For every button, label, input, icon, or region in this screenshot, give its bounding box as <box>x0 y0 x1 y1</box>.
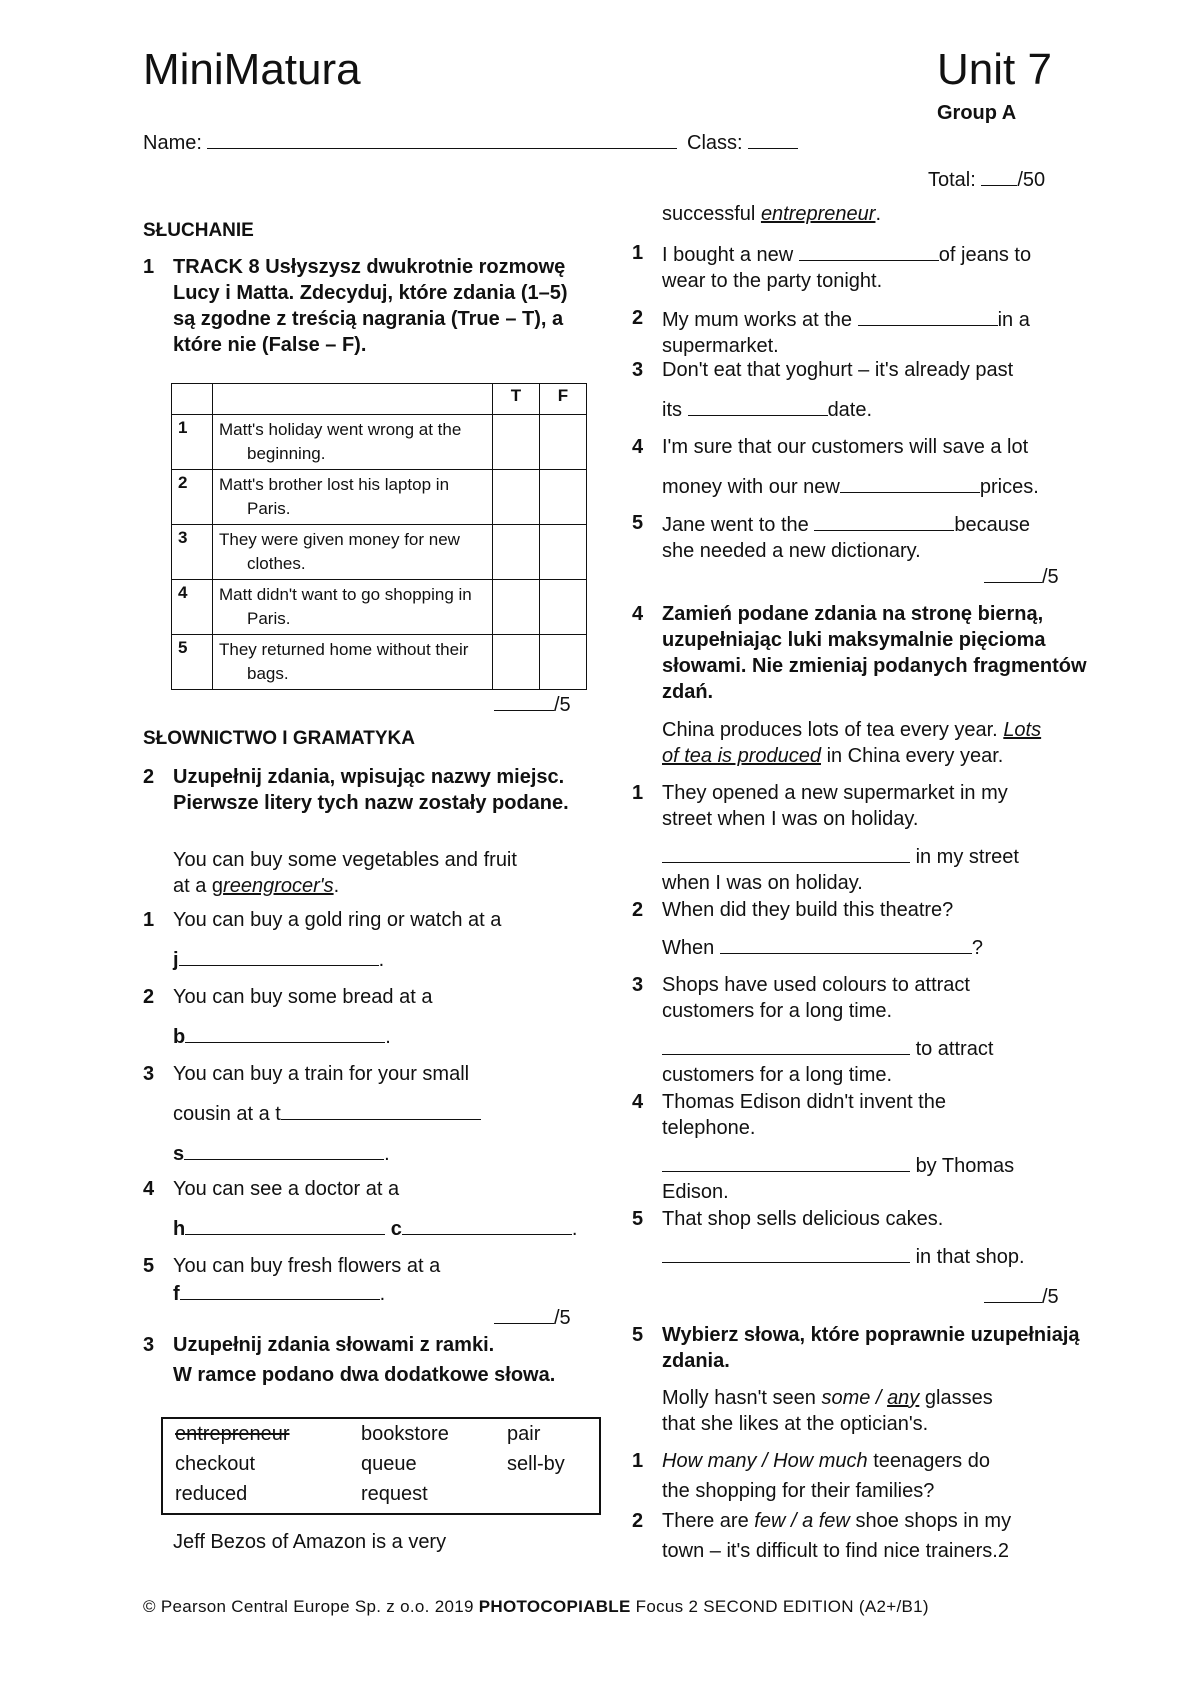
answer-field[interactable] <box>180 1279 380 1300</box>
answer-field[interactable] <box>662 1034 910 1055</box>
list-item: 2 You can buy some bread at a b . <box>143 986 433 1048</box>
score-ex2: /5 <box>494 1303 571 1330</box>
answer-field[interactable] <box>185 1214 385 1235</box>
list-item: 3 Shops have used colours to attract customers for a long time. to attract customers for a long time. <box>632 974 994 1086</box>
table-row: 4 Matt didn't want to go shopping in Paris. <box>172 580 587 635</box>
statement: Matt didn't want to go shopping in Paris. <box>219 585 472 628</box>
footer <box>143 1597 929 1617</box>
statement: Matt's holiday went wrong at the beginning. <box>219 420 462 463</box>
list-item: 3 You can buy a train for your small cousin at a t s . <box>143 1061 583 1167</box>
name-row <box>143 128 798 155</box>
exercise-3-example-start: Jeff Bezos of Amazon is a very <box>173 1531 447 1553</box>
exercise-number: 1 <box>143 256 155 278</box>
exercise-5-example: Molly hasn't seen some / any glasses that she likes at the optician's. <box>662 1387 993 1435</box>
false-cell[interactable] <box>540 470 587 525</box>
list-item: 1 I bought a new of jeans to wear to the party tonight. <box>632 242 1032 292</box>
false-cell[interactable] <box>540 580 587 635</box>
list-item: 5 You can buy fresh flowers at a f . <box>143 1255 441 1305</box>
list-item: 2 My mum works at the in a supermarket. <box>632 307 1030 357</box>
answer-field[interactable] <box>402 1214 572 1235</box>
word: request <box>361 1482 428 1505</box>
word-box <box>161 1417 601 1515</box>
score-field[interactable] <box>984 1282 1042 1303</box>
vocab-section-title: SŁOWNICTWO I GRAMATYKA <box>143 728 415 749</box>
answer-field[interactable] <box>662 1242 910 1263</box>
score-ex1: /5 <box>494 690 571 717</box>
statement: Matt's brother lost his laptop in Paris. <box>219 475 450 518</box>
class-field[interactable] <box>748 128 798 149</box>
answer-field[interactable] <box>179 945 379 966</box>
true-false-table <box>171 383 587 690</box>
true-cell[interactable] <box>493 580 540 635</box>
answer-field[interactable] <box>688 395 828 416</box>
table-row: 3 They were given money for new clothes. <box>172 525 587 580</box>
answer-field[interactable] <box>814 510 954 531</box>
score-field[interactable] <box>494 1303 554 1324</box>
answer-field[interactable] <box>281 1099 481 1120</box>
word: checkout <box>175 1452 256 1475</box>
answer-field[interactable] <box>858 305 998 326</box>
total-max: /50 <box>1017 169 1046 191</box>
true-cell[interactable] <box>493 470 540 525</box>
score-ex3: /5 <box>984 562 1059 589</box>
exercise-3-instruction: 3 Uzupełnij zdania słowami z ramki. W ramce podano dwa dodatkowe słowa. <box>143 1334 556 1386</box>
worksheet-title: MiniMatura <box>143 45 361 94</box>
statement: They were given money for new clothes. <box>219 530 460 573</box>
example-answer: any <box>887 1387 920 1409</box>
list-item: 1 How many / How much teenagers do the shopping for their families? <box>632 1450 990 1502</box>
word: reduced <box>175 1482 248 1505</box>
list-item: 2 When did they build this theatre? When ? <box>632 899 983 959</box>
true-cell[interactable] <box>493 525 540 580</box>
false-cell[interactable] <box>540 635 587 690</box>
false-cell[interactable] <box>540 415 587 470</box>
word: bookstore <box>361 1422 449 1445</box>
unit-label: Unit 7 <box>937 45 1052 94</box>
word: sell-by <box>507 1452 565 1475</box>
exercise-1-instruction <box>143 254 593 358</box>
answer-field[interactable] <box>184 1139 384 1160</box>
list-item: 5 That shop sells delicious cakes. in that shop. <box>632 1208 1025 1268</box>
score-field[interactable] <box>984 562 1042 583</box>
choice-options[interactable]: How many / How much <box>662 1450 868 1472</box>
exercise-2-instruction: 2 Uzupełnij zdania, wpisując nazwy miejsc. Pierwsze litery tych nazw zostały podane. <box>143 766 569 814</box>
false-cell[interactable] <box>540 525 587 580</box>
exercise-3-example-end: successful entrepreneur. <box>662 203 882 225</box>
list-item: 1 You can buy a gold ring or watch at a j . <box>143 909 502 971</box>
word: queue <box>361 1452 417 1475</box>
true-cell[interactable] <box>493 635 540 690</box>
list-item: 3 Don't eat that yoghurt – it's already past its date. <box>632 359 1014 421</box>
answer-field[interactable] <box>185 1022 385 1043</box>
list-item: 4 Thomas Edison didn't invent the telephone. by Thomas Edison. <box>632 1091 1015 1203</box>
col-t: T <box>493 384 540 415</box>
statement: They returned home without their bags. <box>219 640 469 683</box>
total-label: Total: <box>928 169 976 191</box>
choice-options[interactable]: few / a few <box>754 1510 850 1532</box>
copyright: © Pearson Central Europe Sp. z o.o. 2019 <box>143 1597 474 1616</box>
exercise-4-example: China produces lots of tea every year. Lots of tea is produced in China every year. <box>662 719 1042 767</box>
list-item: 1 They opened a new supermarket in my street when I was on holiday. in my street when I was on holiday. <box>632 782 1019 894</box>
name-label: Name: <box>143 132 202 154</box>
answer-field[interactable] <box>799 240 939 261</box>
photocopiable-label: PHOTOCOPIABLE <box>478 1597 631 1616</box>
exercise-4-instruction: 4 Zamień podane zdania na stronę bierną, uzupełniając luki maksymalnie pięcioma słowami. Nie zmieniaj podanych fragmentów zdań. <box>632 603 1087 703</box>
exercise-2-example: You can buy some vegetables and fruit at a greengrocer's. <box>173 849 517 897</box>
total-field[interactable] <box>981 165 1017 186</box>
answer-field[interactable] <box>662 1151 910 1172</box>
list-item: 5 Jane went to the because she needed a new dictionary. <box>632 512 1030 562</box>
word: pair <box>507 1422 541 1445</box>
listening-section-title: SŁUCHANIE <box>143 220 254 241</box>
instruction-text: TRACK 8 Usłyszysz dwukrotnie rozmowę Lucy i Matta. Zdecyduj, które zdania (1–5) są zgodne z treścią nagrania (True – T), a które nie (False – F). <box>173 256 568 356</box>
example-answer: reengrocer's <box>223 875 334 897</box>
score-field[interactable] <box>494 690 554 711</box>
true-cell[interactable] <box>493 415 540 470</box>
col-f: F <box>540 384 587 415</box>
list-item: 4 I'm sure that our customers will save a lot money with our new prices. <box>632 436 1039 498</box>
exercise-5-instruction: 5 Wybierz słowa, które poprawnie uzupełniają zdania. <box>632 1324 1080 1372</box>
total-row <box>928 165 1045 192</box>
group-label: Group A <box>937 102 1017 124</box>
answer-field[interactable] <box>840 472 980 493</box>
word-used: entrepreneur <box>175 1422 290 1445</box>
answer-field[interactable] <box>720 933 972 954</box>
table-row: 2 Matt's brother lost his laptop in Paris. <box>172 470 587 525</box>
book-title: Focus 2 SECOND EDITION (A2+/B1) <box>635 1597 929 1616</box>
table-row: 1 Matt's holiday went wrong at the beginning. <box>172 415 587 470</box>
score-ex4: /5 <box>984 1282 1059 1309</box>
name-field[interactable] <box>207 128 677 149</box>
table-row: 5 They returned home without their bags. <box>172 635 587 690</box>
example-answer: entrepreneur <box>760 203 876 225</box>
list-item: 4 You can see a doctor at a h c . <box>143 1178 578 1240</box>
class-label: Class: <box>687 132 743 154</box>
answer-field[interactable] <box>662 842 910 863</box>
list-item: 2 There are few / a few shoe shops in my town – it's difficult to find nice trainers.2 <box>632 1510 1012 1562</box>
